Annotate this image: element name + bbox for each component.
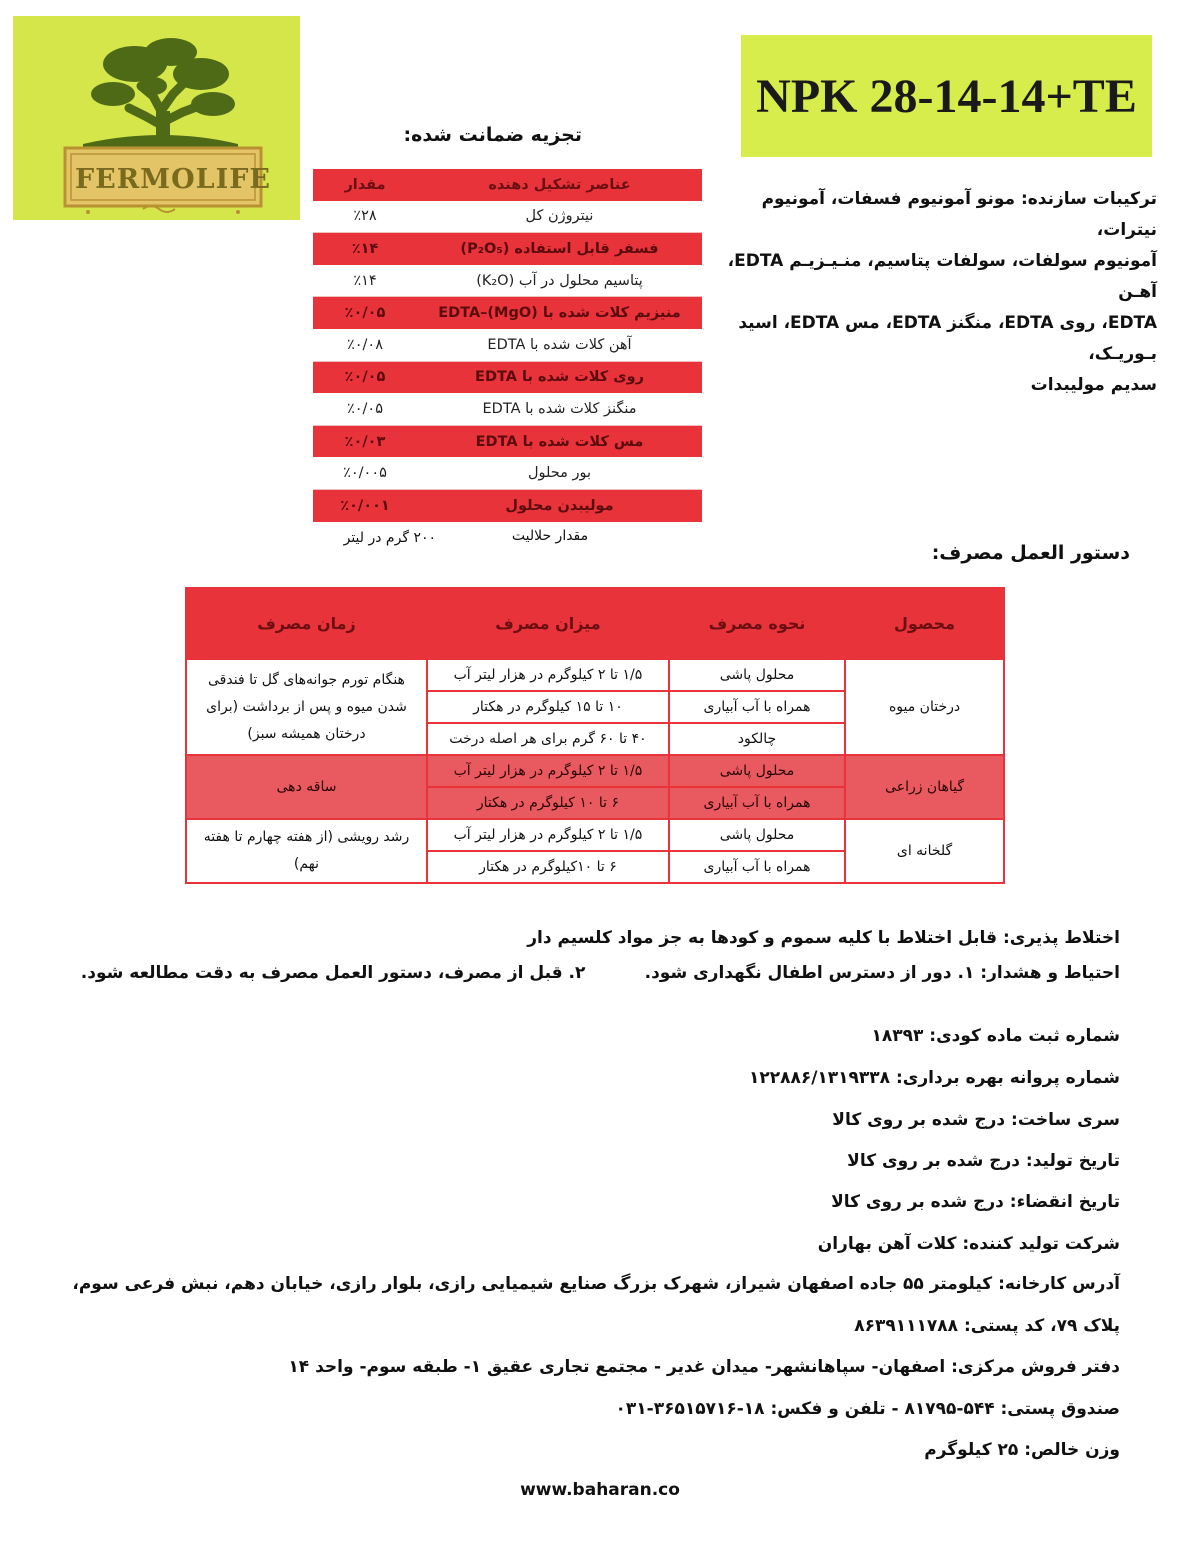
element-name: منگنز کلات شده با EDTA — [417, 393, 702, 425]
analysis-row — [313, 489, 702, 521]
usage-method: چالکود — [669, 723, 845, 755]
manufacturer: شرکت تولید کننده: کلات آهن بهاران — [817, 1234, 1120, 1254]
brand-logo — [13, 16, 300, 220]
usage-row — [186, 659, 1004, 691]
analysis-row — [313, 297, 702, 329]
usage-row — [186, 819, 1004, 851]
usage-method: همراه با آب آبیاری — [669, 851, 845, 883]
usage-amount: ۶ تا ۱۰کیلوگرم در هکتار — [427, 851, 669, 883]
element-name: روی کلات شده با EDTA — [417, 361, 702, 393]
usage-header-time: زمان مصرف — [186, 588, 427, 659]
analysis-row — [313, 329, 702, 361]
composition-line: آمونیوم سولفات، سولفات پتاسیم، منـیـزیـم EDTA، آهـن — [727, 251, 1157, 302]
element-name: منیزیم کلات شده با EDTA–(MgO) — [417, 297, 702, 329]
element-name: مس کلات شده با EDTA — [417, 425, 702, 457]
analysis-table — [313, 169, 702, 522]
element-name: پتاسیم محلول در آب (K₂O) — [417, 265, 702, 297]
usage-amount: ۱/۵ تا ۲ کیلوگرم در هزار لیتر آب — [427, 659, 669, 691]
factory-address: آدرس کارخانه: کیلومتر ۵۵ جاده اصفهان شیراز، شهرک بزرگ صنایع شیمیایی رازی، بلوار رازی، خیابان دهم، نبش فرعی سوم، — [72, 1274, 1120, 1294]
element-value: ٪۰/۰۰۵ — [313, 457, 417, 489]
element-value: ٪۰/۰۸ — [313, 329, 417, 361]
analysis-header-name: عناصر تشکیل دهنده — [417, 169, 702, 201]
warning-note: احتیاط و هشدار: ۱. دور از دسترس اطفال نگهداری شود. ۲. قبل از مصرف، دستور العمل مصرف به دقت مطالعه شود. — [80, 963, 1120, 983]
usage-header-method: نحوه مصرف — [669, 588, 845, 659]
expiry-date: تاریخ انقضاء: درج شده بر روی کالا — [831, 1192, 1120, 1212]
composition-line: سدیم مولیبدات — [1030, 375, 1157, 395]
compatibility-note: اختلاط پذیری: قابل اختلاط با کلیه سموم و کودها به جز مواد کلسیم دار — [527, 928, 1120, 948]
analysis-row — [313, 393, 702, 425]
analysis-row — [313, 201, 702, 233]
usage-time: هنگام تورم جوانه‌های گل تا فندقی شدن میوه و پس از برداشت (برای درختان همیشه سبز) — [186, 659, 427, 755]
solubility-value: ۲۰۰ گرم در لیتر — [343, 530, 436, 546]
element-name: مولیبدن محلول — [417, 489, 702, 521]
usage-amount: ۱/۵ تا ۲ کیلوگرم در هزار لیتر آب — [427, 755, 669, 787]
analysis-title: تجزیه ضمانت شده: — [403, 124, 582, 146]
usage-header-crop: محصول — [845, 588, 1004, 659]
composition-line: EDTA، روی EDTA، منگنز EDTA، مس EDTA، اسید بـوریـک، — [738, 313, 1157, 364]
analysis-row — [313, 233, 702, 265]
sales-office: دفتر فروش مرکزی: اصفهان- سپاهانشهر- میدان غدیر - مجتمع تجاری عقیق ۱- طبقه سوم- واحد ۱۴ — [288, 1357, 1120, 1377]
license-number: شماره پروانه بهره برداری: ۱۲۲۸۸۶/۱۳۱۹۳۳۸ — [748, 1068, 1120, 1088]
element-value: ٪۰/۰۵ — [313, 393, 417, 425]
usage-method: محلول پاشی — [669, 755, 845, 787]
element-value: ٪۰/۰۵ — [313, 361, 417, 393]
net-weight: وزن خالص: ۲۵ کیلوگرم — [924, 1440, 1120, 1460]
usage-crop: درختان میوه — [845, 659, 1004, 755]
usage-method: محلول پاشی — [669, 819, 845, 851]
usage-table — [185, 587, 1005, 884]
usage-amount: ۶ تا ۱۰ کیلوگرم در هکتار — [427, 787, 669, 819]
usage-amount: ۴۰ تا ۶۰ گرم برای هر اصله درخت — [427, 723, 669, 755]
po-box-phone: صندوق پستی: ۵۴۴-۸۱۷۹۵ - تلفن و فکس: ۱۸-۳۶۵۱۵۷۱۶-۰۳۱ — [615, 1399, 1120, 1419]
solubility-label: مقدار حلالیت — [511, 528, 589, 544]
usage-method: همراه با آب آبیاری — [669, 787, 845, 819]
element-value: ٪۱۴ — [313, 233, 417, 265]
usage-row — [186, 755, 1004, 787]
factory-address-postal: پلاک ۷۹، کد پستی: ۸۶۳۹۱۱۱۷۸۸ — [854, 1316, 1120, 1336]
element-name: نیتروژن کل — [417, 201, 702, 233]
composition-line: ترکیبات سازنده: مونو آمونیوم فسفات، آمونیوم نیترات، — [761, 189, 1157, 240]
element-value: ٪۰/۰۵ — [313, 297, 417, 329]
element-name: آهن کلات شده با EDTA — [417, 329, 702, 361]
usage-amount: ۱۰ تا ۱۵ کیلوگرم در هکتار — [427, 691, 669, 723]
usage-header-row — [186, 588, 1004, 659]
element-value: ٪۱۴ — [313, 265, 417, 297]
element-value: ٪۰/۰۰۱ — [313, 489, 417, 521]
analysis-row — [313, 265, 702, 297]
analysis-row — [313, 425, 702, 457]
product-title: NPK 28-14-14+TE — [756, 69, 1137, 123]
element-value: ٪۰/۰۳ — [313, 425, 417, 457]
usage-header-amount: میزان مصرف — [427, 588, 669, 659]
production-date: تاریخ تولید: درج شده بر روی کالا — [847, 1151, 1120, 1171]
element-name: بور محلول — [417, 457, 702, 489]
product-title-box — [741, 35, 1152, 157]
registration-number: شماره ثبت ماده کودی: ۱۸۳۹۳ — [871, 1026, 1120, 1046]
analysis-header-value: مقدار — [313, 169, 417, 201]
analysis-header-row — [313, 169, 702, 201]
usage-title: دستور العمل مصرف: — [931, 542, 1130, 564]
batch-number: سری ساخت: درج شده بر روی کالا — [832, 1110, 1120, 1130]
usage-crop: گلخانه ای — [845, 819, 1004, 883]
brand-name: FERMOLIFE — [75, 164, 271, 195]
element-value: ٪۲۸ — [313, 201, 417, 233]
website-link[interactable]: www.baharan.co — [520, 1480, 680, 1500]
analysis-row — [313, 361, 702, 393]
usage-time: رشد رویشی (از هفته چهارم تا هفته نهم) — [186, 819, 427, 883]
usage-crop: گیاهان زراعی — [845, 755, 1004, 819]
usage-method: همراه با آب آبیاری — [669, 691, 845, 723]
composition-text — [712, 184, 1157, 401]
usage-time: ساقه دهی — [186, 755, 427, 819]
analysis-row — [313, 457, 702, 489]
element-name: فسفر قابل استفاده (P₂O₅) — [417, 233, 702, 265]
usage-method: محلول پاشی — [669, 659, 845, 691]
usage-amount: ۱/۵ تا ۲ کیلوگرم در هزار لیتر آب — [427, 819, 669, 851]
